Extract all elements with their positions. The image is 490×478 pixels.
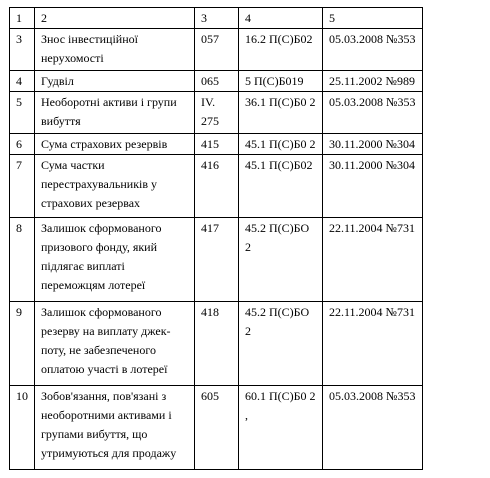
row-number-cell: 9 <box>10 302 35 386</box>
code-cell: IV. 275 <box>195 92 239 134</box>
row-number-cell: 6 <box>10 134 35 155</box>
code-cell: 065 <box>195 71 239 92</box>
order-date-cell: 25.11.2002 №989 <box>323 71 423 92</box>
header-cell: 3 <box>195 8 239 29</box>
code-cell: 416 <box>195 155 239 218</box>
header-cell: 1 <box>10 8 35 29</box>
header-cell: 4 <box>239 8 323 29</box>
order-date-cell: 22.11.2004 №731 <box>323 218 423 302</box>
code-cell: 417 <box>195 218 239 302</box>
standard-ref-cell: 45.2 П(С)БО 2 <box>239 218 323 302</box>
row-number-cell: 8 <box>10 218 35 302</box>
header-cell: 5 <box>323 8 423 29</box>
item-name-cell: Залишок сформованого призового фонду, який підлягає виплаті переможцям лотереї <box>35 218 195 302</box>
item-name-cell: Сума частки перестрахувальників у страхових резервах <box>35 155 195 218</box>
item-name-cell: Необоротні активи і групи вибуття <box>35 92 195 134</box>
standard-ref-cell: 45.1 П(С)Б02 <box>239 155 323 218</box>
table-row <box>10 155 423 218</box>
table-row <box>10 29 423 71</box>
standard-ref-cell: 45.2 П(С)БО 2 <box>239 302 323 386</box>
row-number-cell: 4 <box>10 71 35 92</box>
item-name-cell: Залишок сформованого резерву на виплату джек-поту, не забезпеченого оплатою участі в лотереї <box>35 302 195 386</box>
standard-ref-cell: 16.2 П(С)Б02 <box>239 29 323 71</box>
order-date-cell: 05.03.2008 №353 <box>323 386 423 470</box>
order-date-cell: 22.11.2004 №731 <box>323 302 423 386</box>
data-table <box>9 7 423 470</box>
table-row <box>10 71 423 92</box>
table-row <box>10 92 423 134</box>
code-cell: 415 <box>195 134 239 155</box>
item-name-cell: Гудвіл <box>35 71 195 92</box>
row-number-cell: 10 <box>10 386 35 470</box>
table-row <box>10 386 423 470</box>
order-date-cell: 05.03.2008 №353 <box>323 92 423 134</box>
row-number-cell: 7 <box>10 155 35 218</box>
order-date-cell: 30.11.2000 №304 <box>323 155 423 218</box>
code-cell: 605 <box>195 386 239 470</box>
header-cell: 2 <box>35 8 195 29</box>
order-date-cell: 30.11.2000 №304 <box>323 134 423 155</box>
table-row <box>10 302 423 386</box>
standard-ref-cell: 5 П(С)Б019 <box>239 71 323 92</box>
table-header-row <box>10 8 423 29</box>
table-row <box>10 218 423 302</box>
standard-ref-cell: 60.1 П(С)Б0 2 , <box>239 386 323 470</box>
item-name-cell: Знос інвестиційної нерухомості <box>35 29 195 71</box>
order-date-cell: 05.03.2008 №353 <box>323 29 423 71</box>
standard-ref-cell: 36.1 П(С)Б0 2 <box>239 92 323 134</box>
code-cell: 418 <box>195 302 239 386</box>
table-row <box>10 134 423 155</box>
item-name-cell: Зобов'язання, пов'язані з необоротними активами і групами вибуття, що утримуються для продажу <box>35 386 195 470</box>
row-number-cell: 5 <box>10 92 35 134</box>
item-name-cell: Сума страхових резервів <box>35 134 195 155</box>
standard-ref-cell: 45.1 П(С)Б0 2 <box>239 134 323 155</box>
row-number-cell: 3 <box>10 29 35 71</box>
code-cell: 057 <box>195 29 239 71</box>
